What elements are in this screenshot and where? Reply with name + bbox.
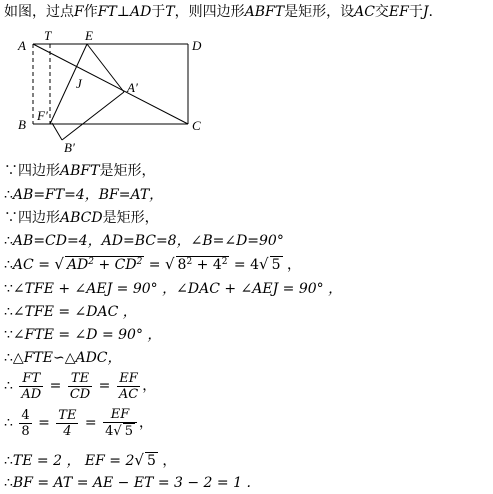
- step-expr: ∠TFE + ∠AEJ = 90° ，∠DAC + ∠AEJ = 90° ，: [12, 281, 343, 297]
- step-10: [4, 370, 156, 402]
- point-f: F: [74, 4, 84, 20]
- step-6: [4, 281, 342, 297]
- punct: ，: [138, 415, 153, 431]
- intro-text: ，则四边形: [174, 4, 245, 20]
- segment-ad: AD: [129, 4, 152, 20]
- exponent: 2: [88, 257, 95, 267]
- label-a-prime: A′: [127, 80, 138, 95]
- perp-symbol: ⊥: [116, 4, 130, 20]
- fraction: [103, 407, 137, 439]
- intro-text: 于: [408, 4, 423, 20]
- step-expr: ∠TFE = ∠DAC ，: [12, 304, 137, 320]
- term: AD: [66, 257, 89, 273]
- sqrt-symbol: √: [54, 255, 64, 273]
- therefore-symbol: ∴: [4, 257, 13, 273]
- equals: =: [144, 257, 165, 273]
- because-symbol: ∵: [4, 281, 13, 297]
- therefore-symbol: ∴: [4, 187, 13, 203]
- denominator: CD: [69, 386, 91, 402]
- step-3: [4, 210, 159, 226]
- label-c: C: [192, 118, 201, 133]
- radicand: 5: [271, 257, 281, 273]
- step-1: [4, 163, 155, 179]
- therefore-symbol: ∴: [4, 415, 13, 431]
- fraction: [19, 408, 31, 439]
- radicand: 5: [146, 453, 156, 469]
- label-b-prime: B′: [64, 140, 75, 155]
- term: 8: [177, 257, 187, 273]
- label-a: A: [18, 38, 26, 53]
- equals: =: [94, 378, 115, 394]
- step-expr: AC =: [12, 257, 55, 273]
- therefore-symbol: ∴: [4, 233, 13, 249]
- exponent: 2: [136, 257, 143, 267]
- label-f-prime: F′: [37, 108, 48, 123]
- denominator: [103, 423, 137, 439]
- step-2: [4, 187, 163, 203]
- intro-text: 交: [374, 4, 389, 20]
- label-t: T: [44, 28, 52, 43]
- equals: =: [80, 415, 102, 431]
- punct: ，: [282, 257, 301, 273]
- step-expr: TE = 2 ， EF = 2: [12, 453, 135, 469]
- exponent: 2: [186, 257, 193, 267]
- quad-abft: ABFT: [244, 4, 285, 20]
- equals: = 4: [229, 257, 260, 273]
- intro-text: 作: [83, 4, 98, 20]
- label-b: B: [18, 117, 26, 132]
- sqrt-symbol: √: [164, 255, 175, 273]
- therefore-symbol: ∴: [4, 475, 13, 491]
- denominator: AD: [21, 386, 42, 402]
- therefore-symbol: ∴: [4, 453, 13, 469]
- label-j: J: [76, 76, 82, 91]
- segment-ef: EF: [388, 4, 409, 20]
- numerator: 4: [21, 407, 30, 423]
- quad-name: ABCD: [60, 210, 103, 226]
- step-9: [4, 350, 122, 366]
- punct: ，: [157, 453, 177, 469]
- equals: =: [45, 378, 66, 394]
- therefore-symbol: ∴: [4, 350, 13, 366]
- numerator: TE: [58, 407, 77, 423]
- intro-text: .: [428, 4, 433, 20]
- radicand: [176, 256, 230, 273]
- intro-line: [4, 4, 433, 20]
- geometry-figure: [0, 28, 220, 168]
- diagonal-ac: [33, 44, 188, 124]
- step-7: [4, 304, 137, 320]
- point-t: T: [165, 4, 175, 20]
- denominator: AC: [118, 386, 139, 402]
- step-text: 是矩形，: [99, 163, 156, 179]
- quad-name: ABFT: [60, 163, 100, 179]
- intro-text: 如图，过点: [4, 4, 74, 20]
- edge-ea: [87, 44, 124, 92]
- step-expr: △FTE∽△ADC，: [12, 350, 122, 366]
- step-text: ∵四边形: [4, 163, 60, 179]
- term: + 4: [192, 257, 222, 273]
- fraction: [56, 408, 78, 439]
- step-text: ∵四边形: [4, 210, 60, 226]
- radicand: [65, 256, 144, 273]
- segment-ac: AC: [354, 4, 375, 20]
- segment-ft: FT: [97, 4, 117, 20]
- label-d: D: [192, 38, 202, 53]
- step-expr: AB=FT=4，BF=AT，: [12, 187, 164, 203]
- numerator: FT: [19, 371, 43, 387]
- denominator: 4: [63, 423, 72, 439]
- exponent: 2: [221, 257, 228, 267]
- edge-bf-prime: [52, 123, 62, 140]
- because-symbol: ∵: [4, 327, 13, 343]
- fraction: [117, 371, 140, 402]
- label-e: E: [85, 28, 93, 43]
- step-text: 是矩形，: [102, 210, 159, 226]
- therefore-symbol: ∴: [4, 304, 13, 320]
- step-12: [4, 452, 176, 469]
- fraction: [19, 371, 43, 402]
- intro-text: 是矩形，设: [284, 4, 355, 20]
- equals: =: [33, 415, 55, 431]
- radicand: 5: [124, 424, 133, 439]
- sqrt-symbol: √: [259, 255, 269, 273]
- fraction: [68, 371, 92, 402]
- sqrt-symbol: √: [134, 451, 144, 469]
- numerator: TE: [68, 371, 92, 387]
- term: + CD: [94, 257, 137, 273]
- step-11: [4, 406, 153, 440]
- numerator: EF: [103, 407, 137, 423]
- step-5: [4, 256, 301, 273]
- therefore-symbol: ∴: [4, 378, 13, 394]
- coefficient: 4: [105, 424, 114, 439]
- denominator: 8: [21, 423, 30, 439]
- sqrt-symbol: √: [113, 424, 122, 439]
- step-13: [4, 475, 251, 491]
- numerator: EF: [117, 371, 140, 387]
- step-expr: ∠FTE = ∠D = 90° ，: [12, 327, 162, 343]
- step-8: [4, 327, 161, 343]
- step-expr: BF = AT = AE − ET = 3 − 2 = 1 .: [12, 475, 251, 491]
- point-j: J: [422, 4, 429, 20]
- punct: ，: [142, 378, 157, 394]
- intro-text: 于: [151, 4, 166, 20]
- step-4: [4, 233, 284, 249]
- edge-ab-prime: [62, 92, 124, 140]
- step-expr: AB=CD=4，AD=BC=8，∠B=∠D=90°: [12, 233, 284, 249]
